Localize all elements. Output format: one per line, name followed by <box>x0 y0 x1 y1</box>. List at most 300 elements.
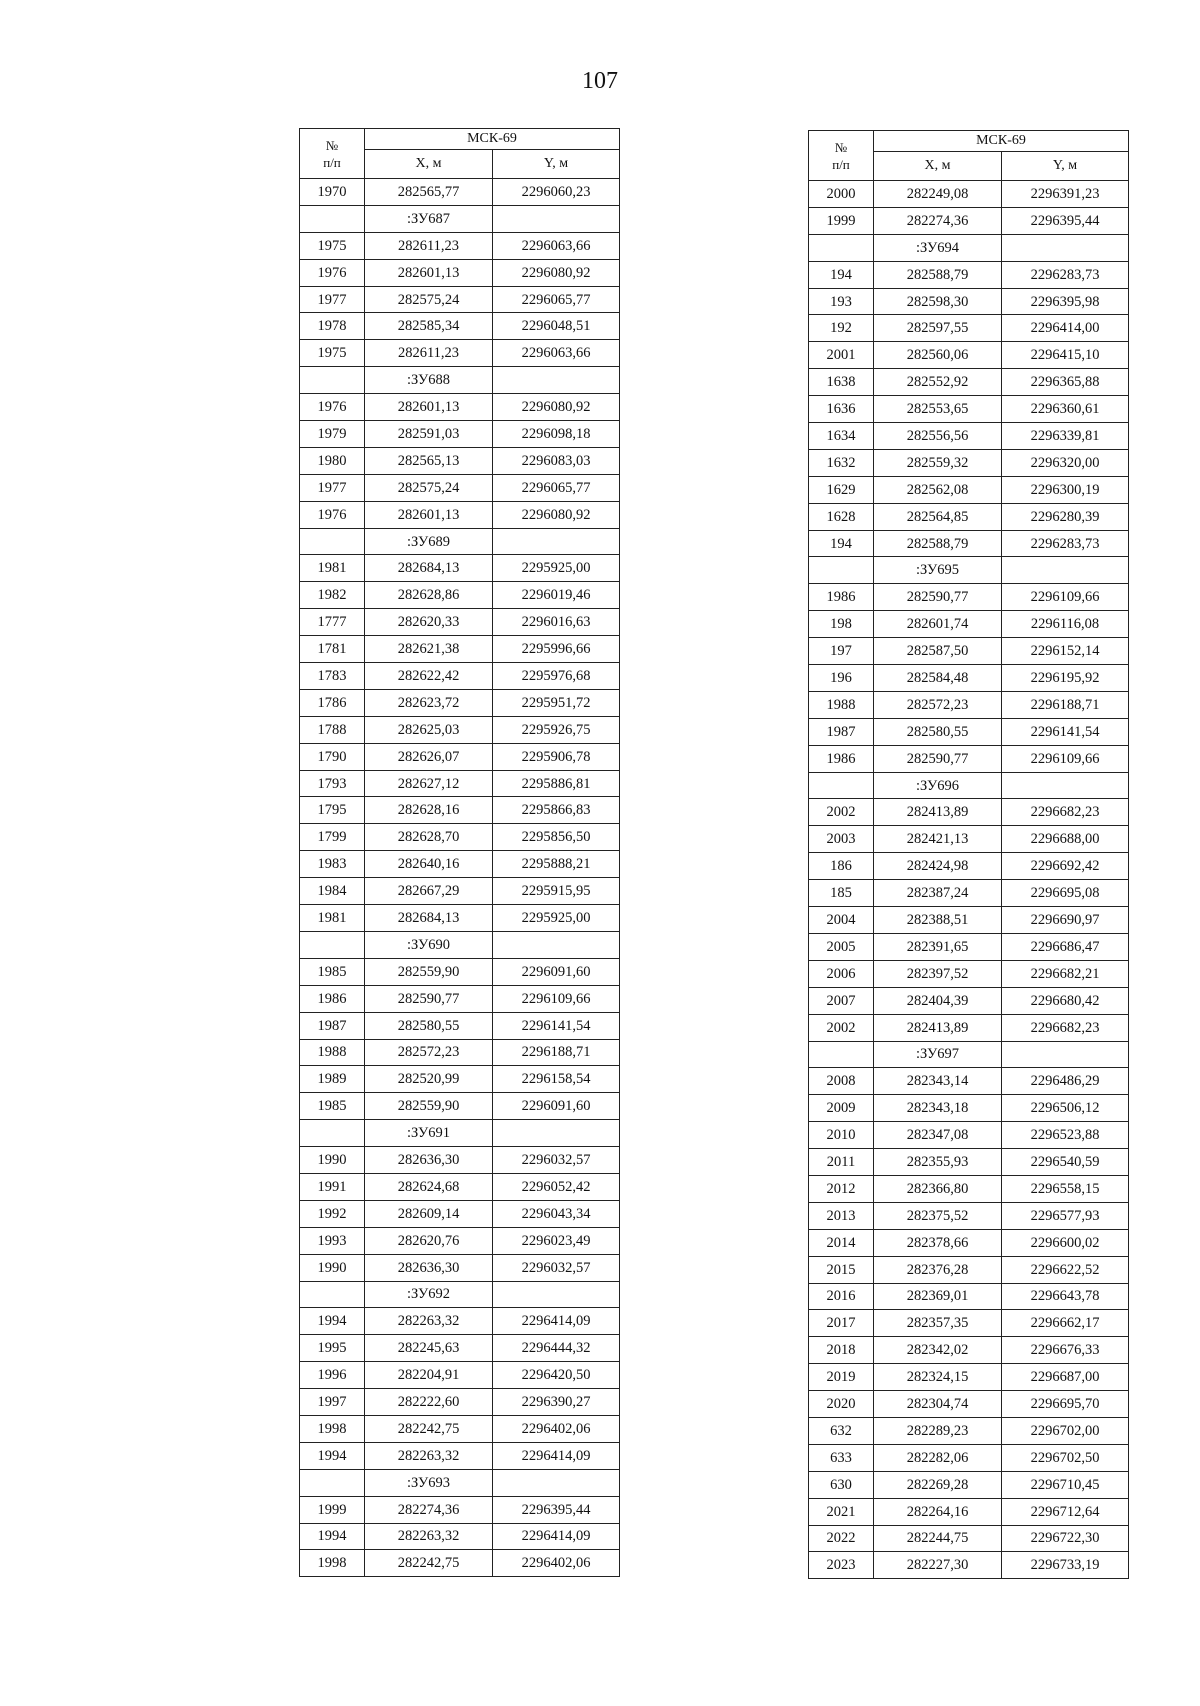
point-number-cell: 1988 <box>300 1039 365 1066</box>
table-row <box>300 528 620 555</box>
point-number-cell: 197 <box>809 638 874 665</box>
table-row <box>300 286 620 313</box>
table-row <box>809 1498 1129 1525</box>
x-coordinate-cell: 282559,90 <box>365 958 493 985</box>
table-row <box>809 315 1129 342</box>
x-coordinate-cell: 282343,18 <box>874 1095 1002 1122</box>
y-coordinate-cell: 2296080,92 <box>493 259 620 286</box>
table-row <box>809 1283 1129 1310</box>
y-coordinate-cell: 2296682,23 <box>1002 1014 1129 1041</box>
point-number-cell: 2018 <box>809 1337 874 1364</box>
y-coordinate-cell: 2296506,12 <box>1002 1095 1129 1122</box>
x-coordinate-cell: 282580,55 <box>365 1012 493 1039</box>
y-coordinate-cell: 2296395,44 <box>1002 207 1129 234</box>
y-coordinate-cell: 2296722,30 <box>1002 1525 1129 1552</box>
x-coordinate-cell: 282397,52 <box>874 960 1002 987</box>
point-number-cell: 1995 <box>300 1335 365 1362</box>
table-row <box>809 234 1129 261</box>
point-number-cell: 1997 <box>300 1389 365 1416</box>
table-row <box>300 394 620 421</box>
x-coordinate-cell: 282282,06 <box>874 1444 1002 1471</box>
y-coordinate-cell: 2296032,57 <box>493 1147 620 1174</box>
point-number-cell: 2009 <box>809 1095 874 1122</box>
point-number-cell: 1978 <box>300 313 365 340</box>
table-row <box>300 1496 620 1523</box>
table-row <box>300 1173 620 1200</box>
point-number-cell: 1977 <box>300 474 365 501</box>
point-number-cell <box>300 931 365 958</box>
y-coordinate-cell: 2296283,73 <box>1002 261 1129 288</box>
y-coordinate-cell: 2295925,00 <box>493 555 620 582</box>
y-coordinate-cell: 2296091,60 <box>493 958 620 985</box>
y-coordinate-cell: 2296395,98 <box>1002 288 1129 315</box>
y-coordinate-cell: 2296682,21 <box>1002 960 1129 987</box>
table-row <box>300 663 620 690</box>
point-number-cell: 1988 <box>809 691 874 718</box>
x-coordinate-cell: 282590,77 <box>874 745 1002 772</box>
y-coordinate-cell: 2296702,50 <box>1002 1444 1129 1471</box>
table-row <box>809 423 1129 450</box>
y-coordinate-cell: 2296060,23 <box>493 179 620 206</box>
x-coordinate-cell: 282343,14 <box>874 1068 1002 1095</box>
x-coordinate-cell: 282249,08 <box>874 181 1002 208</box>
x-coordinate-cell: :ЗУ690 <box>365 931 493 958</box>
x-coordinate-cell: :ЗУ694 <box>874 234 1002 261</box>
y-coordinate-cell: 2296339,81 <box>1002 423 1129 450</box>
point-number-cell: 2019 <box>809 1364 874 1391</box>
point-number-cell: 1994 <box>300 1523 365 1550</box>
point-number-cell: 198 <box>809 611 874 638</box>
y-coordinate-cell: 2296695,70 <box>1002 1391 1129 1418</box>
table-row <box>809 853 1129 880</box>
table-row <box>300 1147 620 1174</box>
table-row <box>300 313 620 340</box>
y-coordinate-cell <box>1002 1041 1129 1068</box>
y-coordinate-cell: 2296414,09 <box>493 1308 620 1335</box>
table-row <box>809 718 1129 745</box>
table-row <box>300 851 620 878</box>
table-row <box>809 1310 1129 1337</box>
table-row <box>809 584 1129 611</box>
y-coordinate-cell <box>493 367 620 394</box>
point-number-cell: 2014 <box>809 1229 874 1256</box>
y-coordinate-cell <box>493 205 620 232</box>
table-row <box>300 931 620 958</box>
x-coordinate-cell: 282242,75 <box>365 1550 493 1577</box>
y-coordinate-cell: 2296558,15 <box>1002 1175 1129 1202</box>
x-coordinate-cell: 282625,03 <box>365 716 493 743</box>
table-row <box>809 369 1129 396</box>
table-row <box>300 447 620 474</box>
point-number-cell: 2000 <box>809 181 874 208</box>
table-row <box>300 421 620 448</box>
table-row <box>809 691 1129 718</box>
point-number-cell: 1975 <box>300 232 365 259</box>
point-number-cell: 2004 <box>809 907 874 934</box>
y-coordinate-cell: 2296083,03 <box>493 447 620 474</box>
point-number-cell: 1799 <box>300 824 365 851</box>
y-coordinate-cell: 2296091,60 <box>493 1093 620 1120</box>
header-number: № п/п <box>300 129 365 179</box>
y-coordinate-cell <box>493 1120 620 1147</box>
x-coordinate-cell: 282413,89 <box>874 1014 1002 1041</box>
point-number-cell: 2003 <box>809 826 874 853</box>
y-coordinate-cell: 2295888,21 <box>493 851 620 878</box>
table-row <box>300 555 620 582</box>
point-number-cell: 1983 <box>300 851 365 878</box>
x-coordinate-cell: 282264,16 <box>874 1498 1002 1525</box>
table-row <box>300 1227 620 1254</box>
y-coordinate-cell: 2296712,64 <box>1002 1498 1129 1525</box>
x-coordinate-cell: 282684,13 <box>365 905 493 932</box>
table-row <box>809 880 1129 907</box>
point-number-cell: 2008 <box>809 1068 874 1095</box>
point-number-cell: 1994 <box>300 1442 365 1469</box>
point-number-cell <box>300 1281 365 1308</box>
y-coordinate-cell: 2295976,68 <box>493 663 620 690</box>
y-coordinate-cell <box>1002 772 1129 799</box>
point-number-cell: 630 <box>809 1471 874 1498</box>
table-row <box>300 1200 620 1227</box>
point-number-cell <box>300 528 365 555</box>
table-row <box>300 1389 620 1416</box>
x-coordinate-cell: 282274,36 <box>365 1496 493 1523</box>
table-row <box>300 501 620 528</box>
x-coordinate-cell: 282601,13 <box>365 501 493 528</box>
y-coordinate-cell: 2296702,00 <box>1002 1417 1129 1444</box>
x-coordinate-cell: 282366,80 <box>874 1175 1002 1202</box>
x-coordinate-cell: 282626,07 <box>365 743 493 770</box>
y-coordinate-cell: 2296444,32 <box>493 1335 620 1362</box>
table-row <box>809 1175 1129 1202</box>
coordinates-table-right <box>808 130 1129 1579</box>
point-number-cell: 194 <box>809 261 874 288</box>
y-coordinate-cell: 2296048,51 <box>493 313 620 340</box>
table-row <box>300 205 620 232</box>
table-row <box>300 636 620 663</box>
y-coordinate-cell: 2295951,72 <box>493 689 620 716</box>
table-row <box>809 933 1129 960</box>
y-coordinate-cell: 2296141,54 <box>1002 718 1129 745</box>
point-number-cell: 196 <box>809 665 874 692</box>
point-number-cell <box>300 367 365 394</box>
table-row <box>809 1014 1129 1041</box>
y-coordinate-cell <box>493 528 620 555</box>
x-coordinate-cell: 282404,39 <box>874 987 1002 1014</box>
point-number-cell: 1998 <box>300 1415 365 1442</box>
point-number-cell: 1986 <box>809 745 874 772</box>
y-coordinate-cell: 2296486,29 <box>1002 1068 1129 1095</box>
table-row <box>809 745 1129 772</box>
table-row <box>809 503 1129 530</box>
point-number-cell: 194 <box>809 530 874 557</box>
x-coordinate-cell: 282587,50 <box>874 638 1002 665</box>
table-row <box>300 797 620 824</box>
point-number-cell: 1788 <box>300 716 365 743</box>
x-coordinate-cell: 282553,65 <box>874 396 1002 423</box>
x-coordinate-cell: 282347,08 <box>874 1122 1002 1149</box>
x-coordinate-cell: 282624,68 <box>365 1173 493 1200</box>
x-coordinate-cell: :ЗУ693 <box>365 1469 493 1496</box>
point-number-cell: 2021 <box>809 1498 874 1525</box>
header-number: № п/п <box>809 131 874 181</box>
table-row <box>300 259 620 286</box>
y-coordinate-cell: 2296395,44 <box>493 1496 620 1523</box>
point-number-cell <box>300 205 365 232</box>
y-coordinate-cell: 2296523,88 <box>1002 1122 1129 1149</box>
y-coordinate-cell: 2296680,42 <box>1002 987 1129 1014</box>
table-row <box>809 1391 1129 1418</box>
x-coordinate-cell: 282621,38 <box>365 636 493 663</box>
table-row <box>809 530 1129 557</box>
x-coordinate-cell: 282580,55 <box>874 718 1002 745</box>
point-number-cell: 1783 <box>300 663 365 690</box>
y-coordinate-cell: 2296622,52 <box>1002 1256 1129 1283</box>
x-coordinate-cell: 282601,13 <box>365 259 493 286</box>
y-coordinate-cell: 2296080,92 <box>493 394 620 421</box>
y-coordinate-cell: 2296688,00 <box>1002 826 1129 853</box>
point-number-cell <box>809 234 874 261</box>
x-coordinate-cell: 282628,86 <box>365 582 493 609</box>
y-coordinate-cell: 2296690,97 <box>1002 907 1129 934</box>
table-row <box>809 476 1129 503</box>
x-coordinate-cell: 282622,42 <box>365 663 493 690</box>
x-coordinate-cell: 282222,60 <box>365 1389 493 1416</box>
y-coordinate-cell: 2296676,33 <box>1002 1337 1129 1364</box>
table-row <box>300 609 620 636</box>
x-coordinate-cell: 282636,30 <box>365 1147 493 1174</box>
x-coordinate-cell: 282601,13 <box>365 394 493 421</box>
table-row <box>300 1012 620 1039</box>
point-number-cell: 1984 <box>300 878 365 905</box>
point-number-cell: 2020 <box>809 1391 874 1418</box>
y-coordinate-cell: 2295856,50 <box>493 824 620 851</box>
y-coordinate-cell: 2296109,66 <box>1002 584 1129 611</box>
y-coordinate-cell: 2296420,50 <box>493 1362 620 1389</box>
table-row <box>300 179 620 206</box>
table-row <box>300 878 620 905</box>
table-row <box>809 1229 1129 1256</box>
point-number-cell: 2006 <box>809 960 874 987</box>
y-coordinate-cell: 2296109,66 <box>1002 745 1129 772</box>
x-coordinate-cell: 282572,23 <box>365 1039 493 1066</box>
y-coordinate-cell: 2296686,47 <box>1002 933 1129 960</box>
y-coordinate-cell: 2296283,73 <box>1002 530 1129 557</box>
point-number-cell: 1980 <box>300 447 365 474</box>
x-coordinate-cell: 282572,23 <box>874 691 1002 718</box>
point-number-cell: 1990 <box>300 1254 365 1281</box>
coordinates-table-left <box>299 128 620 1577</box>
y-coordinate-cell: 2296402,06 <box>493 1415 620 1442</box>
y-coordinate-cell: 2296682,23 <box>1002 799 1129 826</box>
table-row <box>809 1471 1129 1498</box>
point-number-cell: 1777 <box>300 609 365 636</box>
table-row <box>300 474 620 501</box>
y-coordinate-cell: 2295866,83 <box>493 797 620 824</box>
page-number: 107 <box>582 68 618 94</box>
table-row <box>809 826 1129 853</box>
y-coordinate-cell: 2295925,00 <box>493 905 620 932</box>
x-coordinate-cell: 282609,14 <box>365 1200 493 1227</box>
y-coordinate-cell: 2296063,66 <box>493 340 620 367</box>
table-row <box>809 1202 1129 1229</box>
x-coordinate-cell: 282575,24 <box>365 286 493 313</box>
table-row <box>809 638 1129 665</box>
x-coordinate-cell: 282375,52 <box>874 1202 1002 1229</box>
x-coordinate-cell: 282289,23 <box>874 1417 1002 1444</box>
table-row <box>300 689 620 716</box>
x-coordinate-cell: 282590,77 <box>874 584 1002 611</box>
point-number-cell: 1634 <box>809 423 874 450</box>
table-row <box>809 342 1129 369</box>
x-coordinate-cell: :ЗУ696 <box>874 772 1002 799</box>
y-coordinate-cell: 2296065,77 <box>493 286 620 313</box>
x-coordinate-cell: 282684,13 <box>365 555 493 582</box>
x-coordinate-cell: 282227,30 <box>874 1552 1002 1579</box>
table-row <box>300 1093 620 1120</box>
x-coordinate-cell: :ЗУ691 <box>365 1120 493 1147</box>
x-coordinate-cell: 282575,24 <box>365 474 493 501</box>
y-coordinate-cell: 2296300,19 <box>1002 476 1129 503</box>
y-coordinate-cell: 2295906,78 <box>493 743 620 770</box>
point-number-cell: 186 <box>809 853 874 880</box>
x-coordinate-cell: 282597,55 <box>874 315 1002 342</box>
y-coordinate-cell: 2296662,17 <box>1002 1310 1129 1337</box>
x-coordinate-cell: 282204,91 <box>365 1362 493 1389</box>
y-coordinate-cell: 2296710,45 <box>1002 1471 1129 1498</box>
x-coordinate-cell: 282376,28 <box>874 1256 1002 1283</box>
x-coordinate-cell: 282620,33 <box>365 609 493 636</box>
y-coordinate-cell: 2296414,09 <box>493 1442 620 1469</box>
point-number-cell: 1793 <box>300 770 365 797</box>
x-coordinate-cell: 282611,23 <box>365 232 493 259</box>
table-row <box>300 1066 620 1093</box>
y-coordinate-cell: 2296023,49 <box>493 1227 620 1254</box>
x-coordinate-cell: 282269,28 <box>874 1471 1002 1498</box>
table-row <box>809 1122 1129 1149</box>
y-coordinate-cell: 2296687,00 <box>1002 1364 1129 1391</box>
table-row <box>300 1254 620 1281</box>
y-coordinate-cell: 2295886,81 <box>493 770 620 797</box>
y-coordinate-cell: 2296080,92 <box>493 501 620 528</box>
y-coordinate-cell: 2296365,88 <box>1002 369 1129 396</box>
point-number-cell: 2023 <box>809 1552 874 1579</box>
point-number-cell: 1994 <box>300 1308 365 1335</box>
x-coordinate-cell: 282636,30 <box>365 1254 493 1281</box>
point-number-cell: 1979 <box>300 421 365 448</box>
y-coordinate-cell <box>1002 557 1129 584</box>
y-coordinate-cell: 2296052,42 <box>493 1173 620 1200</box>
x-coordinate-cell: 282601,74 <box>874 611 1002 638</box>
point-number-cell <box>809 1041 874 1068</box>
x-coordinate-cell: 282263,32 <box>365 1442 493 1469</box>
x-coordinate-cell: 282628,16 <box>365 797 493 824</box>
table-row <box>809 1041 1129 1068</box>
point-number-cell: 1628 <box>809 503 874 530</box>
x-coordinate-cell: 282274,36 <box>874 207 1002 234</box>
table-row <box>809 987 1129 1014</box>
point-number-cell: 1982 <box>300 582 365 609</box>
y-coordinate-cell: 2296195,92 <box>1002 665 1129 692</box>
table-row <box>809 1417 1129 1444</box>
x-coordinate-cell: 282552,92 <box>874 369 1002 396</box>
point-number-cell: 192 <box>809 315 874 342</box>
x-coordinate-cell: 282378,66 <box>874 1229 1002 1256</box>
point-number-cell: 632 <box>809 1417 874 1444</box>
x-coordinate-cell: 282387,24 <box>874 880 1002 907</box>
x-coordinate-cell: 282263,32 <box>365 1308 493 1335</box>
point-number-cell: 1999 <box>300 1496 365 1523</box>
table-row <box>300 1335 620 1362</box>
point-number-cell: 2002 <box>809 799 874 826</box>
point-number-cell: 193 <box>809 288 874 315</box>
point-number-cell <box>300 1469 365 1496</box>
x-coordinate-cell: 282620,76 <box>365 1227 493 1254</box>
point-number-cell: 2002 <box>809 1014 874 1041</box>
x-coordinate-cell: 282388,51 <box>874 907 1002 934</box>
x-coordinate-cell: 282588,79 <box>874 261 1002 288</box>
y-coordinate-cell: 2296600,02 <box>1002 1229 1129 1256</box>
y-coordinate-cell: 2296043,34 <box>493 1200 620 1227</box>
y-coordinate-cell: 2296098,18 <box>493 421 620 448</box>
point-number-cell <box>809 557 874 584</box>
y-coordinate-cell: 2296402,06 <box>493 1550 620 1577</box>
table-row <box>809 611 1129 638</box>
point-number-cell: 2010 <box>809 1122 874 1149</box>
point-number-cell: 1632 <box>809 449 874 476</box>
x-coordinate-cell: 282263,32 <box>365 1523 493 1550</box>
x-coordinate-cell: 282556,56 <box>874 423 1002 450</box>
point-number-cell: 2017 <box>809 1310 874 1337</box>
table-row <box>300 905 620 932</box>
y-coordinate-cell: 2296188,71 <box>493 1039 620 1066</box>
point-number-cell: 1986 <box>809 584 874 611</box>
y-coordinate-cell <box>493 931 620 958</box>
x-coordinate-cell: 282357,35 <box>874 1310 1002 1337</box>
x-coordinate-cell: 282355,93 <box>874 1149 1002 1176</box>
header-x: X, м <box>874 152 1002 181</box>
point-number-cell: 2001 <box>809 342 874 369</box>
point-number-cell: 1975 <box>300 340 365 367</box>
table-row <box>300 1550 620 1577</box>
point-number-cell: 1998 <box>300 1550 365 1577</box>
x-coordinate-cell: 282623,72 <box>365 689 493 716</box>
x-coordinate-cell: 282588,79 <box>874 530 1002 557</box>
y-coordinate-cell: 2296141,54 <box>493 1012 620 1039</box>
table-row <box>809 665 1129 692</box>
table-row <box>300 340 620 367</box>
point-number-cell: 1987 <box>809 718 874 745</box>
table-row <box>809 449 1129 476</box>
table-row <box>809 207 1129 234</box>
y-coordinate-cell: 2295915,95 <box>493 878 620 905</box>
y-coordinate-cell: 2296016,63 <box>493 609 620 636</box>
point-number-cell: 2011 <box>809 1149 874 1176</box>
point-number-cell: 1795 <box>300 797 365 824</box>
x-coordinate-cell: 282559,90 <box>365 1093 493 1120</box>
y-coordinate-cell: 2296152,14 <box>1002 638 1129 665</box>
point-number-cell <box>300 1120 365 1147</box>
point-number-cell: 1985 <box>300 958 365 985</box>
table-row <box>809 799 1129 826</box>
header-system: МСК-69 <box>874 131 1129 152</box>
x-coordinate-cell: 282590,77 <box>365 985 493 1012</box>
table-row <box>300 958 620 985</box>
point-number-cell: 1991 <box>300 1173 365 1200</box>
table-row <box>809 1525 1129 1552</box>
point-number-cell: 1636 <box>809 396 874 423</box>
table-row <box>809 557 1129 584</box>
